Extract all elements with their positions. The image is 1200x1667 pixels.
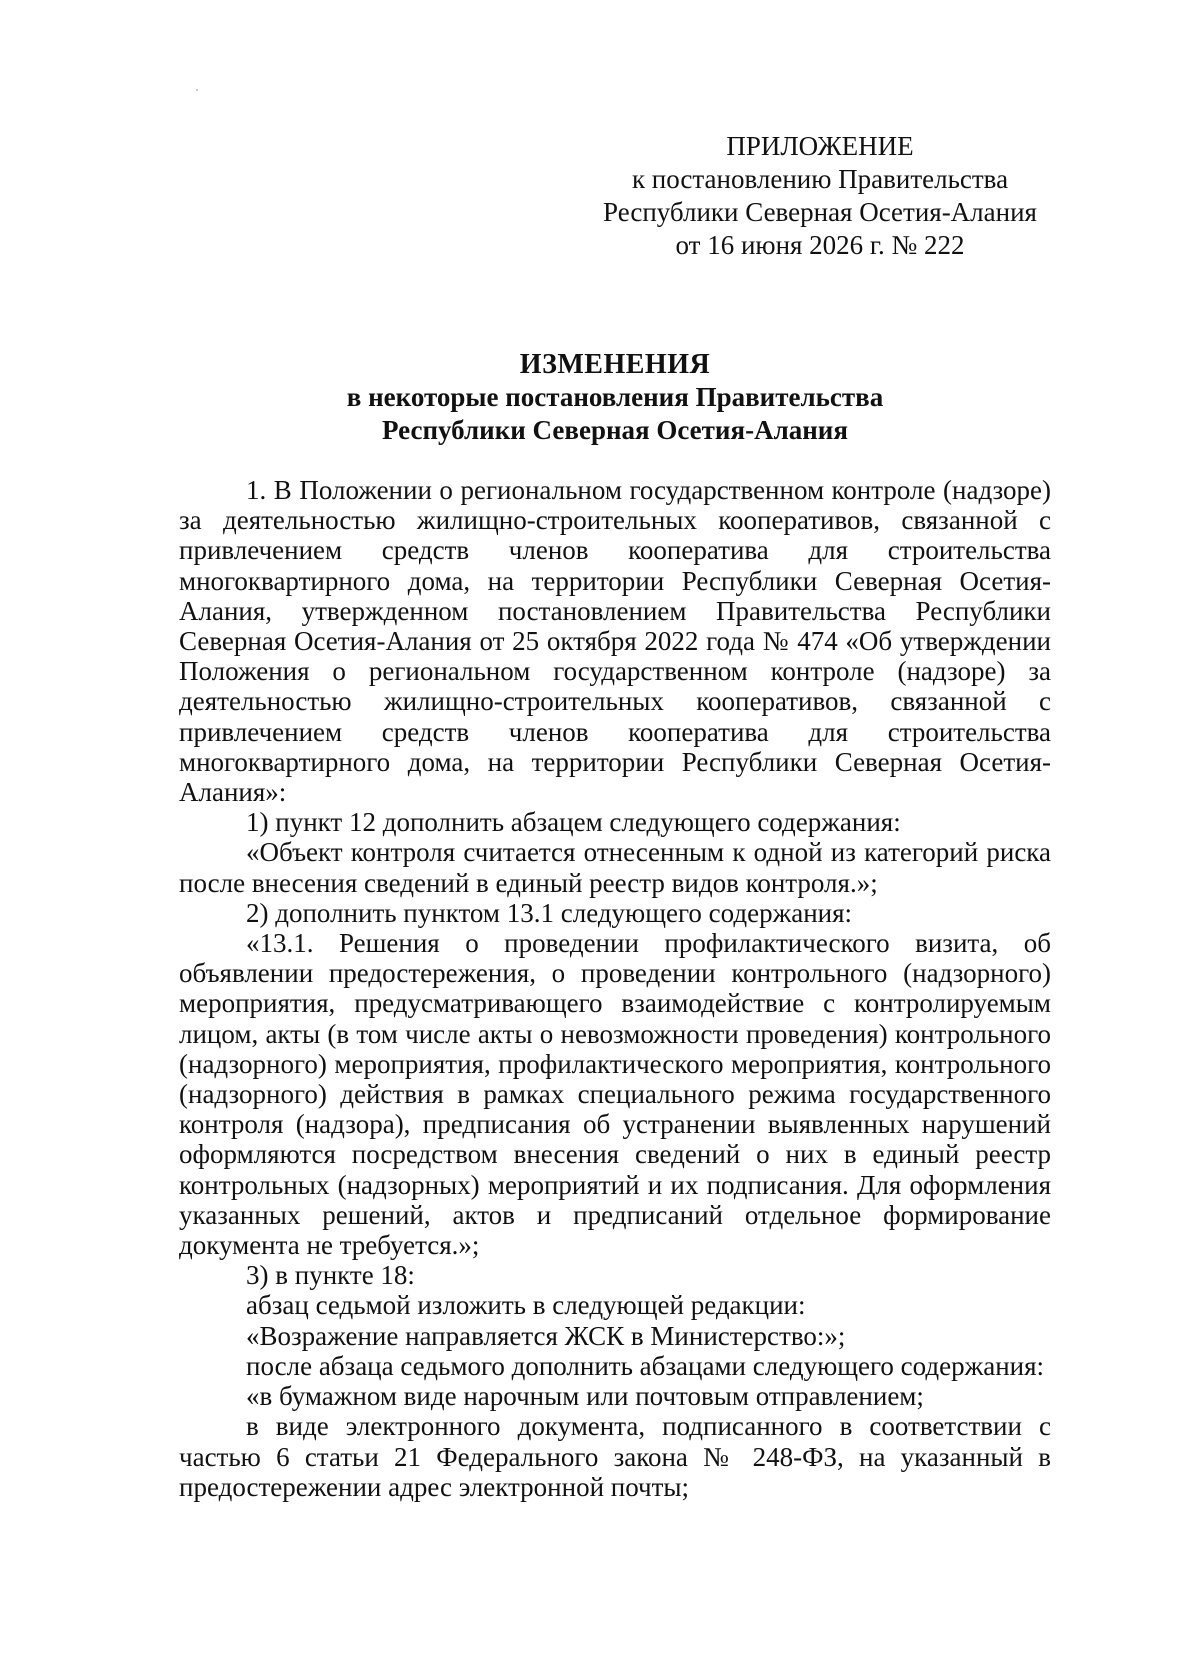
paragraph-11: в виде электронного документа, подписанного в соответствии с частью 6 статьи 21 Федерального закона № 248-ФЗ, на указанный в предостережении адрес электронной почты; [179, 1411, 1051, 1502]
document-title [180, 348, 1050, 447]
paragraph-10: «в бумажном виде нарочным или почтовым отправлением; [246, 1381, 924, 1412]
page-title: ИЗМЕНЕНИЯ [519, 349, 711, 380]
paragraph-8: «Возражение направляется ЖСК в Министерство:»; [246, 1320, 846, 1351]
paragraph-5: «13.1. Решения о проведении профилактического визита, об объявлении предостережения, о проведении контрольного (надзорного) мероприятия, предусматривающего взаимодействие с контролируемым лицом, акты (в том числе акты о невозможности проведения) контрольного (надзорного) мероприятия, профилактического мероприятия, контрольного (надзорного) действия в рамках специального режима государственного контроля (надзора), предписания об устранении выявленных нарушений оформляются посредством внесения сведений о них в единый реестр контрольных (надзорных) мероприятий и их подписания. Для оформления указанных решений, актов и предписаний отдельное формирование документа не требуется.»; [179, 928, 1051, 1261]
paragraph-4: 2) дополнить пунктом 13.1 следующего содержания: [246, 897, 853, 928]
paragraph-9: после абзаца седьмого дополнить абзацами следующего содержания: [246, 1350, 1045, 1381]
appendix-date-number: от 16 июня 2026 г. № 222 [675, 230, 965, 260]
appendix-decree-line: к постановлению Правительства [631, 164, 1009, 194]
paragraph-3: «Объект контроля считается отнесенным к одной из категорий риска после внесения сведений в единый реестр видов контроля.»; [179, 837, 1051, 898]
appendix-label: ПРИЛОЖЕНИЕ [726, 131, 914, 161]
paragraph-1: 1. В Положении о региональном государственном контроле (надзоре) за деятельностью жилищно-строительных кооперативов, связанной с привлечением средств членов кооператива для строительства многоквартирного дома, на территории Республики Северная Осетия-Алания, утвержденном постановлением Правительства Республики Северная Осетия-Алания от 25 октября 2022 года № 474 «Об утверждении Положения о региональном государственном контроле (надзоре) за деятельностью жилищно-строительных кооперативов, связанной с привлечением средств членов кооператива для строительства многоквартирного дома, на территории Республики Северная Осетия-Алания»: [179, 475, 1051, 808]
appendix-header [590, 130, 1050, 262]
paragraph-6: 3) в пункте 18: [246, 1260, 415, 1291]
scan-speck [196, 89, 198, 91]
title-subline-1: в некоторые постановления Правительства [346, 382, 884, 412]
paragraph-7: абзац седьмой изложить в следующей редакции: [246, 1290, 806, 1321]
paragraph-2: 1) пункт 12 дополнить абзацем следующего содержания: [246, 807, 901, 838]
document-body [179, 475, 1051, 1502]
appendix-republic-line: Республики Северная Осетия-Алания [603, 197, 1037, 227]
title-subline-2: Республики Северная Осетия-Алания [382, 415, 848, 445]
